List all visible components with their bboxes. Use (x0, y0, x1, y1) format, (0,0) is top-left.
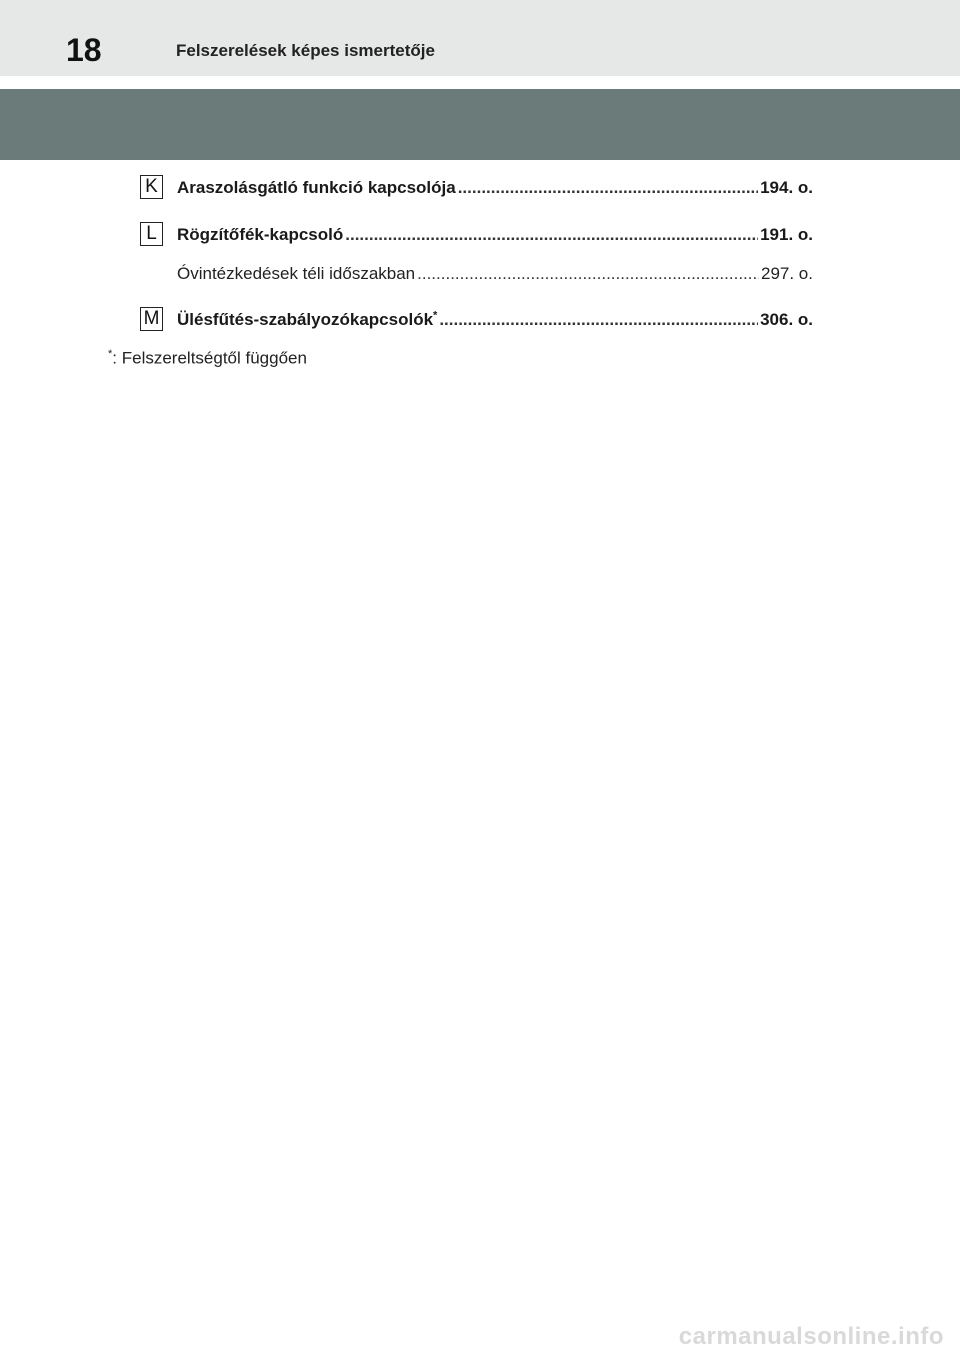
entry-m[interactable] (140, 307, 813, 333)
entry-k[interactable] (140, 175, 813, 201)
page-reference-link[interactable]: 297. o. (761, 264, 813, 283)
entry-label: Rögzítőfék-kapcsoló (177, 225, 344, 244)
entry-label (177, 307, 437, 333)
header-bar (0, 0, 960, 76)
entry-l-sub[interactable] (140, 261, 813, 287)
entry-line (177, 222, 813, 248)
footnote-text: : Felszereltségtől függően (112, 348, 307, 368)
entry-label: Óvintézkedések téli időszakban (177, 264, 416, 283)
dot-leader (417, 261, 759, 287)
dot-leader (458, 175, 758, 201)
footnote (108, 341, 307, 372)
entry-l[interactable] (140, 222, 813, 248)
entry-line (177, 175, 813, 201)
dot-leader (345, 222, 758, 248)
badge-k: K (140, 175, 163, 199)
page-reference-link[interactable]: 191. o. (760, 225, 813, 244)
watermark: carmanualsonline.info (678, 1323, 944, 1350)
entry-line (177, 307, 813, 333)
page-reference-link[interactable]: 306. o. (760, 310, 813, 329)
footnote-mark: * (433, 309, 438, 322)
entry-label-text: Ülésfűtés-szabályozókapcsolók (177, 310, 434, 329)
page-reference-link[interactable]: 194. o. (760, 178, 813, 197)
footnote-mark: * (108, 348, 113, 360)
entry-label: Araszolásgátló funkció kapcsolója (177, 178, 456, 197)
page-title: Felszerelések képes ismertetője (176, 41, 435, 60)
dot-leader (439, 307, 758, 333)
badge-l: L (140, 222, 163, 246)
page-number: 18 (66, 32, 102, 68)
entry-line (177, 261, 813, 287)
badge-m: M (140, 307, 163, 331)
section-banner (0, 89, 960, 160)
